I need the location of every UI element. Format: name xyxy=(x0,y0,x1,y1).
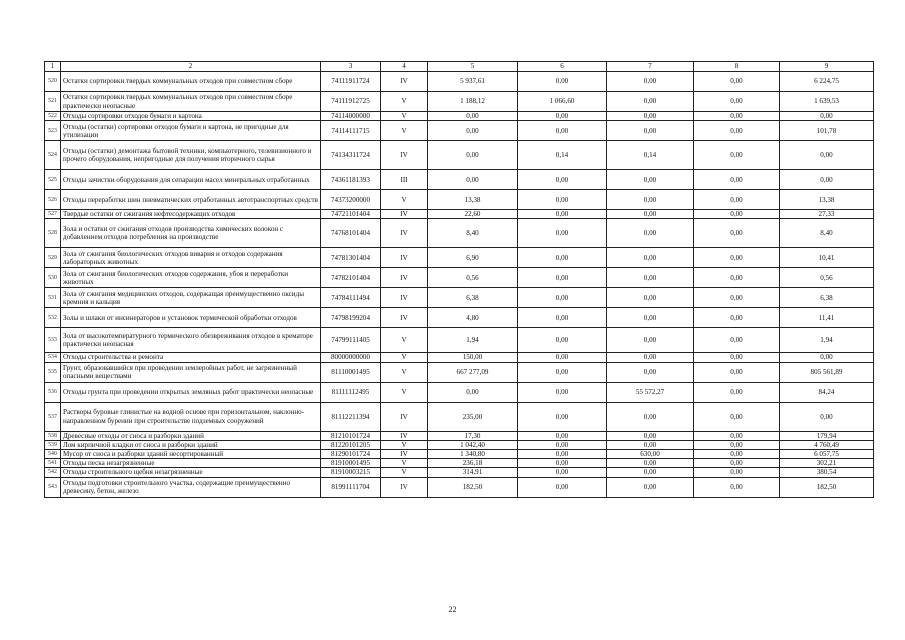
value-col-8: 0,00 xyxy=(694,268,780,288)
value-col-5: 150,00 xyxy=(428,353,518,362)
value-col-7: 0,00 xyxy=(607,219,694,248)
row-number: 542 xyxy=(45,468,61,477)
fkko-code: 74782101404 xyxy=(321,268,381,288)
value-col-7: 0,14 xyxy=(607,141,694,170)
value-col-6: 0,00 xyxy=(518,450,607,459)
row-number: 541 xyxy=(45,459,61,468)
value-col-9: 101,78 xyxy=(780,121,874,141)
waste-name: Мусор от сноса и разборки зданий несортированный xyxy=(61,450,321,459)
value-col-8: 0,00 xyxy=(694,121,780,141)
table-row xyxy=(45,190,874,210)
waste-name: Остатки сортировки твердых коммунальных отходов при совместном сборе xyxy=(61,72,321,92)
value-col-7: 55 572,27 xyxy=(607,382,694,402)
waste-name: Зола от сжигания биологических отходов содержания, убоя и переработки животных xyxy=(61,268,321,288)
value-col-8: 0,00 xyxy=(694,362,780,382)
waste-table xyxy=(44,61,874,498)
table-row xyxy=(45,112,874,121)
value-col-5: 8,40 xyxy=(428,219,518,248)
table-row xyxy=(45,141,874,170)
row-number: 527 xyxy=(45,210,61,219)
value-col-9: 4 760,49 xyxy=(780,440,874,449)
value-col-7: 0,00 xyxy=(607,459,694,468)
waste-name: Твердые остатки от сжигания нефтесодержащих отходов xyxy=(61,210,321,219)
row-number: 536 xyxy=(45,382,61,402)
hazard-class: V xyxy=(381,190,428,210)
hazard-class: IV xyxy=(381,248,428,268)
value-col-8: 0,00 xyxy=(694,141,780,170)
value-col-7: 0,00 xyxy=(607,210,694,219)
value-col-5: 6,38 xyxy=(428,288,518,308)
fkko-code: 81110001495 xyxy=(321,362,381,382)
value-col-6: 0,00 xyxy=(518,121,607,141)
table-row xyxy=(45,268,874,288)
value-col-7: 0,00 xyxy=(607,328,694,353)
row-number: 523 xyxy=(45,121,61,141)
hazard-class: V xyxy=(381,468,428,477)
value-col-7: 630,00 xyxy=(607,450,694,459)
value-col-9: 8,40 xyxy=(780,219,874,248)
value-col-6: 0,00 xyxy=(518,328,607,353)
value-col-5: 667 277,09 xyxy=(428,362,518,382)
value-col-5: 22,60 xyxy=(428,210,518,219)
column-name-header: 2 xyxy=(61,62,321,72)
value-col-5: 4,80 xyxy=(428,308,518,328)
value-col-9: 805 561,89 xyxy=(780,362,874,382)
fkko-code: 74799111405 xyxy=(321,328,381,353)
value-col-7: 0,00 xyxy=(607,308,694,328)
value-col-9: 0,00 xyxy=(780,112,874,121)
value-col-5: 182,50 xyxy=(428,477,518,497)
column-7-header: 7 xyxy=(607,62,694,72)
row-number: 538 xyxy=(45,431,61,440)
waste-name: Золы и шлаки от инсинераторов и установок термической обработки отходов xyxy=(61,308,321,328)
fkko-code: 81910001495 xyxy=(321,459,381,468)
value-col-6: 0,00 xyxy=(518,219,607,248)
fkko-code: 74721101404 xyxy=(321,210,381,219)
hazard-class: V xyxy=(381,121,428,141)
value-col-7: 0,00 xyxy=(607,112,694,121)
hazard-class: IV xyxy=(381,431,428,440)
table-row xyxy=(45,248,874,268)
table-header-row xyxy=(45,62,874,72)
value-col-8: 0,00 xyxy=(694,468,780,477)
value-col-9: 10,41 xyxy=(780,248,874,268)
hazard-class: V xyxy=(381,362,428,382)
value-col-6: 0,00 xyxy=(518,459,607,468)
hazard-class: V xyxy=(381,92,428,112)
value-col-8: 0,00 xyxy=(694,477,780,497)
fkko-code: 74798199204 xyxy=(321,308,381,328)
value-col-5: 0,00 xyxy=(428,141,518,170)
hazard-class: V xyxy=(381,382,428,402)
hazard-class: IV xyxy=(381,210,428,219)
hazard-class: V xyxy=(381,328,428,353)
hazard-class: IV xyxy=(381,288,428,308)
value-col-6: 0,00 xyxy=(518,170,607,190)
hazard-class: IV xyxy=(381,308,428,328)
fkko-code: 81220101205 xyxy=(321,440,381,449)
value-col-7: 0,00 xyxy=(607,121,694,141)
fkko-code: 74373200000 xyxy=(321,190,381,210)
fkko-code: 74111911724 xyxy=(321,72,381,92)
value-col-7: 0,00 xyxy=(607,248,694,268)
table-row xyxy=(45,362,874,382)
row-number: 526 xyxy=(45,190,61,210)
table-row xyxy=(45,288,874,308)
table-row xyxy=(45,402,874,431)
value-col-7: 0,00 xyxy=(607,170,694,190)
waste-name: Зола от сжигания биологических отходов вивария и отходов содержания лабораторных животных xyxy=(61,248,321,268)
row-number: 529 xyxy=(45,248,61,268)
value-col-9: 0,00 xyxy=(780,353,874,362)
waste-name: Растворы буровые глинистые на водной основе при горизонтальном, наклонно-направленном бурении при строительстве подземных сооружений xyxy=(61,402,321,431)
fkko-code: 74784111494 xyxy=(321,288,381,308)
value-col-6: 0,00 xyxy=(518,72,607,92)
row-number: 525 xyxy=(45,170,61,190)
value-col-9: 182,50 xyxy=(780,477,874,497)
table-body xyxy=(45,62,874,498)
row-number: 528 xyxy=(45,219,61,248)
column-6-header: 6 xyxy=(518,62,607,72)
value-col-8: 0,00 xyxy=(694,170,780,190)
hazard-class: IV xyxy=(381,268,428,288)
value-col-7: 0,00 xyxy=(607,72,694,92)
value-col-9: 0,56 xyxy=(780,268,874,288)
fkko-code: 81111112495 xyxy=(321,382,381,402)
hazard-class: IV xyxy=(381,402,428,431)
value-col-9: 1 639,53 xyxy=(780,92,874,112)
value-col-9: 302,21 xyxy=(780,459,874,468)
row-number: 530 xyxy=(45,268,61,288)
value-col-5: 6,90 xyxy=(428,248,518,268)
value-col-8: 0,00 xyxy=(694,72,780,92)
value-col-8: 0,00 xyxy=(694,288,780,308)
value-col-9: 0,00 xyxy=(780,402,874,431)
row-number: 531 xyxy=(45,288,61,308)
value-col-5: 17,30 xyxy=(428,431,518,440)
value-col-6: 0,00 xyxy=(518,308,607,328)
table-row xyxy=(45,353,874,362)
value-col-8: 0,00 xyxy=(694,92,780,112)
value-col-7: 0,00 xyxy=(607,92,694,112)
value-col-6: 0,14 xyxy=(518,141,607,170)
value-col-7: 0,00 xyxy=(607,353,694,362)
value-col-5: 1 042,40 xyxy=(428,440,518,449)
waste-name: Отходы переработки шин пневматических отработанных автотранспортных средств xyxy=(61,190,321,210)
table-row xyxy=(45,382,874,402)
value-col-8: 0,00 xyxy=(694,248,780,268)
fkko-code: 81112211394 xyxy=(321,402,381,431)
waste-name: Отходы зачистки оборудования для сепарации масел минеральных отработанных xyxy=(61,170,321,190)
value-col-8: 0,00 xyxy=(694,440,780,449)
value-col-5: 0,56 xyxy=(428,268,518,288)
waste-name: Зола от сжигания медицинских отходов, содержащая преимущественно оксиды кремния и кальция xyxy=(61,288,321,308)
value-col-5: 0,00 xyxy=(428,112,518,121)
fkko-code: 74134311724 xyxy=(321,141,381,170)
table-row xyxy=(45,477,874,497)
value-col-5: 0,00 xyxy=(428,121,518,141)
value-col-9: 380,54 xyxy=(780,468,874,477)
fkko-code: 80000000000 xyxy=(321,353,381,362)
row-number: 520 xyxy=(45,72,61,92)
row-number: 537 xyxy=(45,402,61,431)
waste-name: Лом кирпичной кладки от сноса и разборки зданий xyxy=(61,440,321,449)
fkko-code: 74111912725 xyxy=(321,92,381,112)
value-col-9: 0,00 xyxy=(780,170,874,190)
value-col-7: 0,00 xyxy=(607,468,694,477)
value-col-6: 0,00 xyxy=(518,431,607,440)
value-col-5: 5 937,61 xyxy=(428,72,518,92)
value-col-6: 1 066,60 xyxy=(518,92,607,112)
column-9-header: 9 xyxy=(780,62,874,72)
row-number: 533 xyxy=(45,328,61,353)
row-number: 521 xyxy=(45,92,61,112)
page-number: 22 xyxy=(448,605,457,614)
hazard-class: IV xyxy=(381,219,428,248)
table-row xyxy=(45,121,874,141)
table-row xyxy=(45,170,874,190)
value-col-6: 0,00 xyxy=(518,288,607,308)
value-col-8: 0,00 xyxy=(694,459,780,468)
hazard-class: IV xyxy=(381,141,428,170)
value-col-8: 0,00 xyxy=(694,431,780,440)
value-col-7: 0,00 xyxy=(607,362,694,382)
value-col-5: 0,00 xyxy=(428,382,518,402)
fkko-code: 74114111715 xyxy=(321,121,381,141)
waste-name: Грунт, образовавшийся при проведении землеройных работ, не загрязненный опасными веществами xyxy=(61,362,321,382)
waste-name: Остатки сортировки твердых коммунальных отходов при совместном сборе практически неопасные xyxy=(61,92,321,112)
value-col-6: 0,00 xyxy=(518,362,607,382)
waste-name: Отходы строительства и ремонта xyxy=(61,353,321,362)
value-col-5: 235,00 xyxy=(428,402,518,431)
value-col-5: 236,18 xyxy=(428,459,518,468)
value-col-5: 1,94 xyxy=(428,328,518,353)
waste-name: Отходы строительного щебня незагрязненные xyxy=(61,468,321,477)
fkko-code: 74768101404 xyxy=(321,219,381,248)
value-col-9: 27,33 xyxy=(780,210,874,219)
table-row xyxy=(45,219,874,248)
value-col-9: 84,24 xyxy=(780,382,874,402)
row-number: 543 xyxy=(45,477,61,497)
value-col-9: 1,94 xyxy=(780,328,874,353)
value-col-9: 6 057,75 xyxy=(780,450,874,459)
value-col-5: 0,00 xyxy=(428,170,518,190)
value-col-8: 0,00 xyxy=(694,308,780,328)
value-col-5: 314,91 xyxy=(428,468,518,477)
value-col-6: 0,00 xyxy=(518,440,607,449)
value-col-6: 0,00 xyxy=(518,268,607,288)
hazard-class: V xyxy=(381,440,428,449)
value-col-9: 6 224,75 xyxy=(780,72,874,92)
value-col-6: 0,00 xyxy=(518,112,607,121)
table-row xyxy=(45,308,874,328)
value-col-8: 0,00 xyxy=(694,353,780,362)
waste-name: Зола и остатки от сжигания отходов производства химических волокон с добавлением отходов потребления на производстве xyxy=(61,219,321,248)
table-row xyxy=(45,450,874,459)
value-col-9: 179,94 xyxy=(780,431,874,440)
value-col-7: 0,00 xyxy=(607,402,694,431)
value-col-7: 0,00 xyxy=(607,431,694,440)
value-col-5: 1 188,12 xyxy=(428,92,518,112)
fkko-code: 81991111704 xyxy=(321,477,381,497)
value-col-6: 0,00 xyxy=(518,248,607,268)
table-row xyxy=(45,431,874,440)
waste-name: Отходы сортировки отходов бумаги и картона xyxy=(61,112,321,121)
fkko-code: 81210101724 xyxy=(321,431,381,440)
fkko-code: 74781301404 xyxy=(321,248,381,268)
value-col-6: 0,00 xyxy=(518,382,607,402)
fkko-code: 74114000000 xyxy=(321,112,381,121)
table-row xyxy=(45,72,874,92)
waste-name: Зола от высокотемпературного термического обезвреживания отходов в крематоре практически неопасная xyxy=(61,328,321,353)
column-8-header: 8 xyxy=(694,62,780,72)
waste-name: Отходы (остатки) демонтажа бытовой техники, компьютерного, телевизионного и прочего оборудования, непригодные для получения вторичного сырья xyxy=(61,141,321,170)
waste-name: Отходы грунта при проведении открытых земляных работ практически неопасные xyxy=(61,382,321,402)
value-col-6: 0,00 xyxy=(518,353,607,362)
value-col-7: 0,00 xyxy=(607,190,694,210)
waste-name: Отходы песка незагрязненные xyxy=(61,459,321,468)
value-col-7: 0,00 xyxy=(607,268,694,288)
table-row xyxy=(45,459,874,468)
row-number: 535 xyxy=(45,362,61,382)
value-col-6: 0,00 xyxy=(518,477,607,497)
row-number: 524 xyxy=(45,141,61,170)
value-col-8: 0,00 xyxy=(694,210,780,219)
value-col-9: 13,38 xyxy=(780,190,874,210)
row-number: 532 xyxy=(45,308,61,328)
value-col-6: 0,00 xyxy=(518,468,607,477)
waste-name: Отходы подготовки строительного участка, содержащие преимущественно древесину, бетон, железо xyxy=(61,477,321,497)
hazard-class: IV xyxy=(381,477,428,497)
value-col-5: 1 340,80 xyxy=(428,450,518,459)
value-col-7: 0,00 xyxy=(607,440,694,449)
hazard-class: V xyxy=(381,112,428,121)
fkko-code: 81910003215 xyxy=(321,468,381,477)
value-col-7: 0,00 xyxy=(607,288,694,308)
column-number-header: 1 xyxy=(45,62,61,72)
value-col-9: 11,41 xyxy=(780,308,874,328)
row-number: 534 xyxy=(45,353,61,362)
value-col-8: 0,00 xyxy=(694,450,780,459)
fkko-code: 74361181393 xyxy=(321,170,381,190)
value-col-8: 0,00 xyxy=(694,382,780,402)
value-col-6: 0,00 xyxy=(518,402,607,431)
column-class-header: 4 xyxy=(381,62,428,72)
waste-name: Отходы (остатки) сортировки отходов бумаги и картона, не пригодные для утилизации xyxy=(61,121,321,141)
hazard-class: V xyxy=(381,353,428,362)
table-row xyxy=(45,92,874,112)
hazard-class: IV xyxy=(381,450,428,459)
hazard-class: III xyxy=(381,170,428,190)
value-col-8: 0,00 xyxy=(694,112,780,121)
value-col-7: 0,00 xyxy=(607,477,694,497)
table-row xyxy=(45,328,874,353)
column-5-header: 5 xyxy=(428,62,518,72)
value-col-5: 13,38 xyxy=(428,190,518,210)
row-number: 540 xyxy=(45,450,61,459)
value-col-8: 0,00 xyxy=(694,219,780,248)
row-number: 522 xyxy=(45,112,61,121)
value-col-6: 0,00 xyxy=(518,190,607,210)
table-row xyxy=(45,210,874,219)
value-col-8: 0,00 xyxy=(694,328,780,353)
table-row xyxy=(45,440,874,449)
value-col-8: 0,00 xyxy=(694,402,780,431)
value-col-9: 0,00 xyxy=(780,141,874,170)
value-col-8: 0,00 xyxy=(694,190,780,210)
waste-name: Древесные отходы от сноса и разборки зданий xyxy=(61,431,321,440)
value-col-9: 6,38 xyxy=(780,288,874,308)
value-col-6: 0,00 xyxy=(518,210,607,219)
row-number: 539 xyxy=(45,440,61,449)
fkko-code: 81290101724 xyxy=(321,450,381,459)
hazard-class: IV xyxy=(381,72,428,92)
table-row xyxy=(45,468,874,477)
hazard-class: V xyxy=(381,459,428,468)
column-code-header: 3 xyxy=(321,62,381,72)
